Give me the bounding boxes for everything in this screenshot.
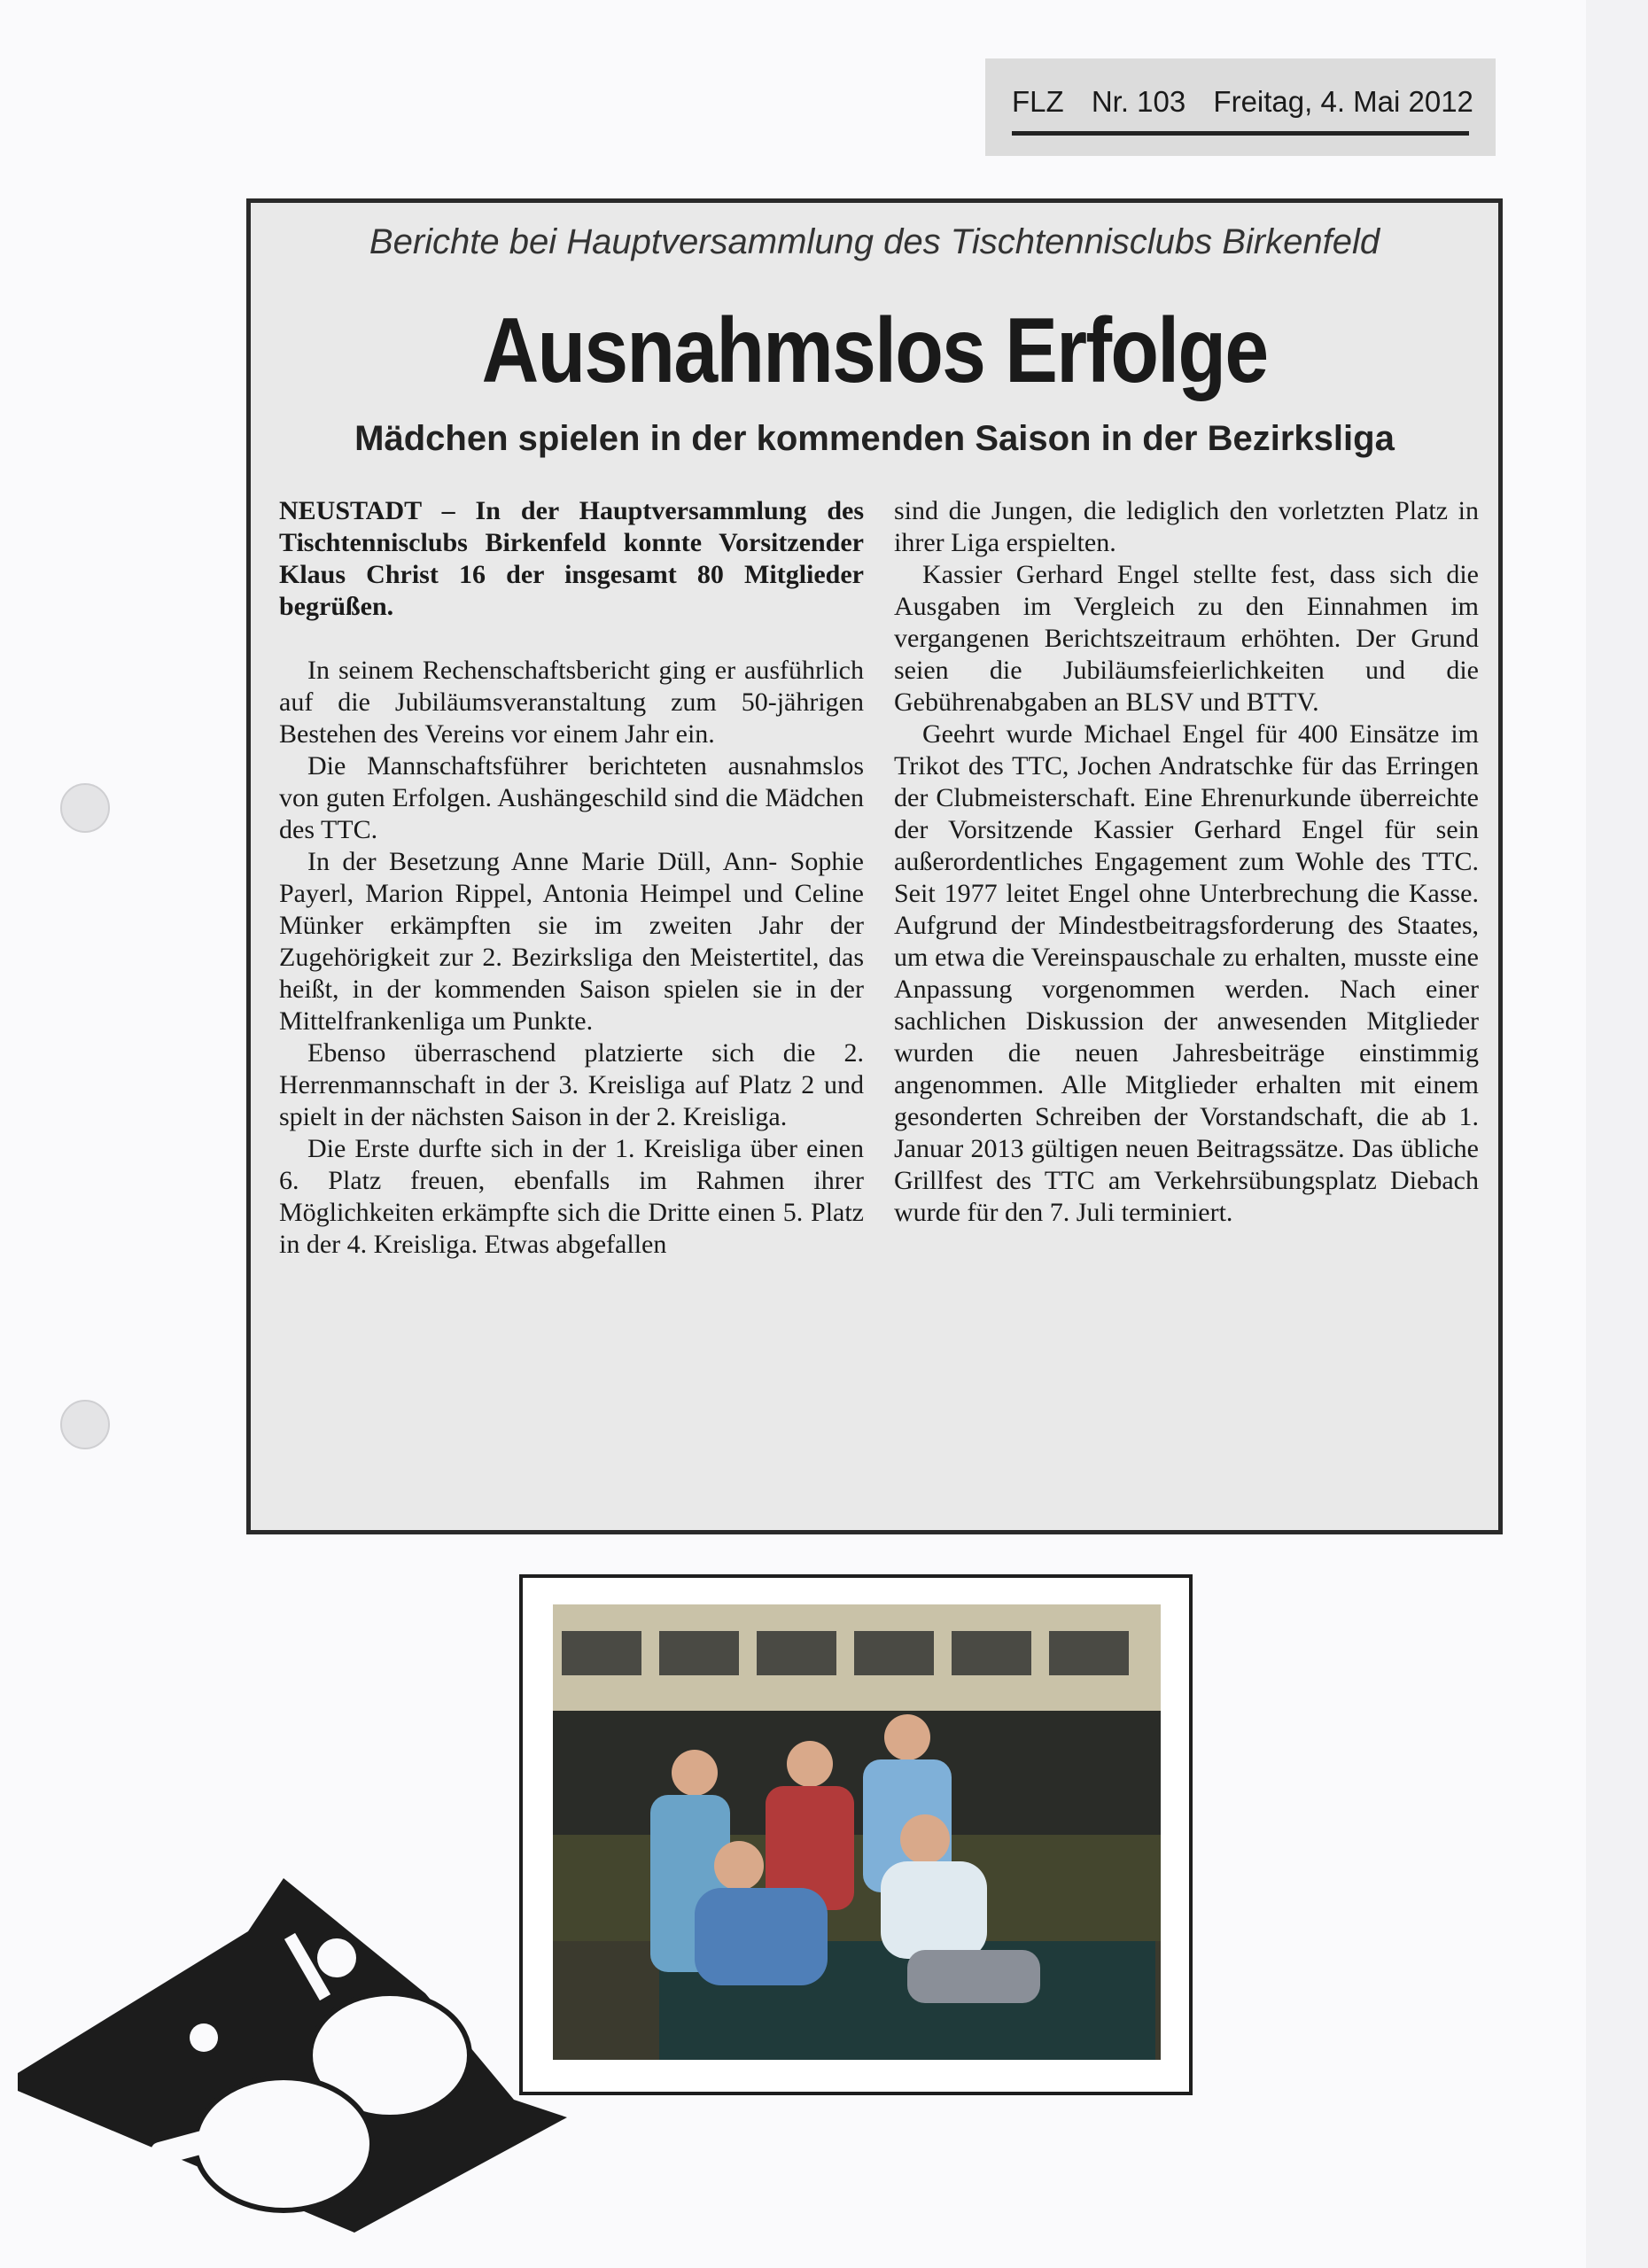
paragraph: Die Mannschaftsführer berichteten ausnahmslos von guten Erfolgen. Aushängeschild sind die Mädchen des TTC. [279,751,864,844]
punch-hole-top [60,783,110,833]
article-clipping [246,198,1503,1534]
team-photo-frame [519,1574,1193,2095]
paragraph: Geehrt wurde Michael Engel für 400 Einsätze im Trikot des TTC, Jochen Andratschke für das Erringen der Clubmeisterschaft. Eine Ehrenurkunde überreichte der Vorsitzende Kassier Gerhard Engel für sein außerordentliches Engagement zum Wohle des TTC. Seit 1977 leitet Engel ohne Unterbrechung die Kasse. Aufgrund der Mindestbeitragsforderung des Staates, um etwa die Vereinspauschale zu erhalten, musste eine Anpassung vorgenommen werden. Nach einer sachlichen Diskussion der anwesenden Mitglieder wurden die neuen Jahresbeiträge einstimmig angenommen. Alle Mitglieder erhalten mit einem gesonderten Schreiben der Vorstandschaft, die ab 1. Januar 2013 gültigen neuen Beitragssätze. Das übliche Grillfest des TTC am Verkehrsübungsplatz Diebach wurde für den 7. Juli terminiert. [894,719,1479,1227]
paragraph: In der Besetzung Anne Marie Düll, Ann- Sophie Payerl, Marion Rippel, Antonia Heimpel und Celine Münker erkämpften sie im zweiten Jahr der Zugehörigkeit zur 2. Bezirksliga den Meistertitel, das heißt, in der kommenden Saison spielen sie in der Mittelfrankenliga um Punkte. [279,847,864,1036]
issue-number: Nr. 103 [1091,85,1186,118]
article-column-right [894,495,1479,1229]
punch-hole-bottom [60,1400,110,1449]
dateline-rule [1012,131,1469,136]
article-column-left [279,495,864,1261]
table-tennis-paddles-icon [18,1852,585,2241]
article-lead: NEUSTADT – In der Hauptversammlung des Tischtennisclubs Birkenfeld konnte Vorsitzender Klaus Christ 16 der insgesamt 80 Mitglieder begrüßen. [279,496,864,621]
paragraph: Kassier Gerhard Engel stellte fest, dass sich die Ausgaben im Vergleich zu den Einnahmen im vergangenen Berichtszeitraum erhöhten. Der Grund seien die Jubiläumsfeierlichkeiten und die Gebührenabgaben an BLSV und BTTV. [894,560,1479,717]
article-deck: Mädchen spielen in der kommenden Saison in der Bezirksliga [354,419,1395,458]
paragraph: Ebenso überraschend platzierte sich die 2. Herrenmannschaft in der 3. Kreisliga auf Platz 2 und spielt in der nächsten Saison in der 2. Kreisliga. [279,1038,864,1131]
dateline-clipping [985,58,1496,156]
paper-name: FLZ [1012,85,1064,118]
paragraph: sind die Jungen, die lediglich den vorletzten Platz in ihrer Liga erspielten. [894,496,1479,557]
team-photo [553,1604,1161,2060]
paragraph: In seinem Rechenschaftsbericht ging er ausführlich auf die Jubiläumsveranstaltung zum 50-jährigen Bestehen des Vereins vor einem Jahr ein. [279,656,864,749]
issue-date: Freitag, 4. Mai 2012 [1213,85,1473,118]
article-subtitle: Berichte bei Hauptversammlung des Tischtennisclubs Birkenfeld [369,222,1380,261]
article-headline: Ausnahmslos Erfolge [481,299,1268,402]
page-edge [1586,0,1648,2268]
paragraph: Die Erste durfte sich in der 1. Kreisliga über einen 6. Platz freuen, ebenfalls im Rahmen ihrer Möglichkeiten erkämpfte sich die Dritte einen 5. Platz in der 4. Kreisliga. Etwas abgefallen [279,1134,864,1259]
